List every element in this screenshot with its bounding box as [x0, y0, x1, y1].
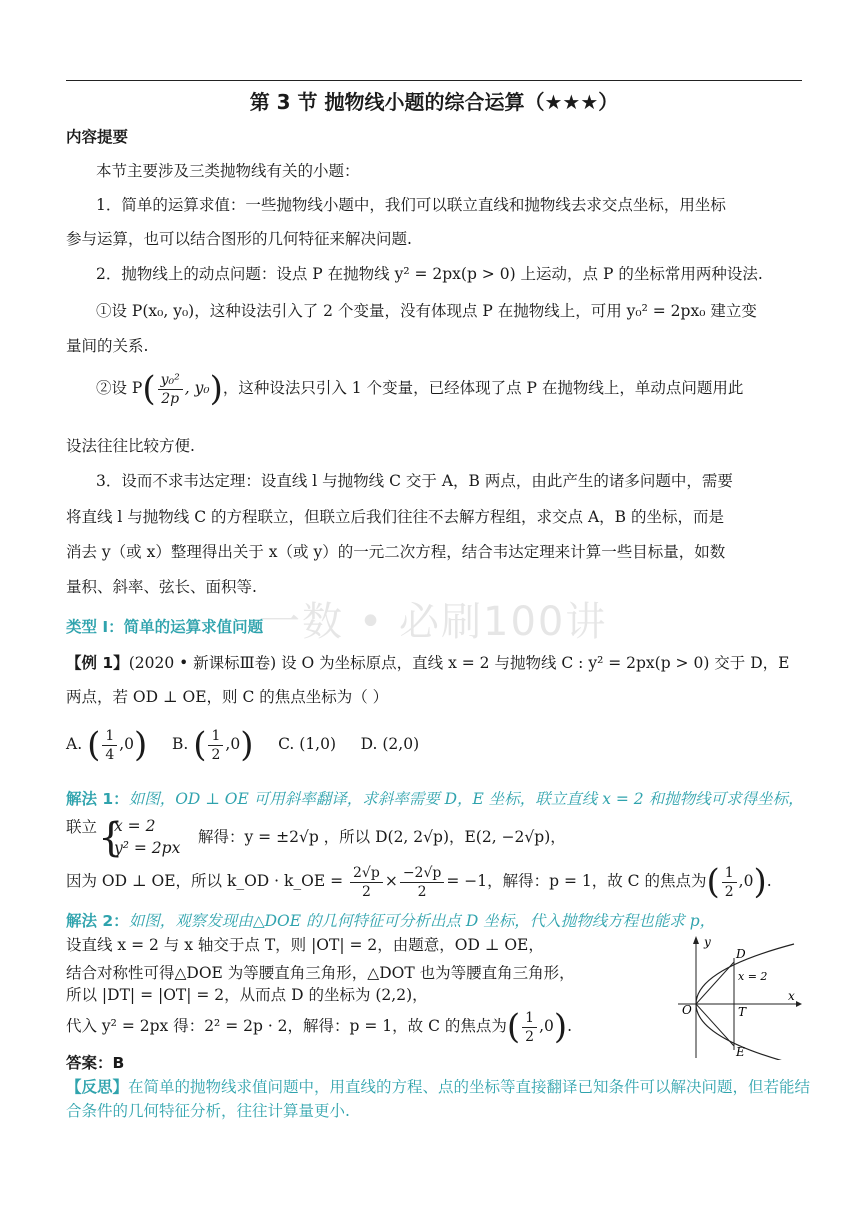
- fig-label-x: x: [788, 989, 795, 1003]
- item2-2-after: , y₀: [184, 379, 210, 397]
- answer: 答案：B: [66, 1054, 125, 1072]
- summary-item2-2: ②设 P( $\frac{\text{y₀²}}{2p}$ , y₀)，这种设法只引入 1 个变量，已经体现了点 P 在抛物线上，单动点问题用此: [96, 369, 744, 409]
- summary-intro: 本节主要涉及三类抛物线有关的小题：: [96, 162, 360, 180]
- reflection-line2: 合条件的几何特征分析，往往计算量更小.: [66, 1102, 350, 1120]
- summary-item3-b: 将直线 l 与抛物线 C 的方程联立，但联立后我们往往不去解方程组，求交点 A，B 的坐标，而是: [66, 508, 724, 526]
- summary-item2-1b: 量间的关系.: [66, 337, 149, 355]
- option-b[interactable]: B. ( $\frac{1}{2}$ ,0): [171, 725, 254, 765]
- fig-label-o: O: [682, 1003, 692, 1017]
- item2-2-fraction: $\frac{\text{y₀²}}{2p}$: [158, 371, 183, 408]
- fig-label-e: E: [736, 1045, 745, 1059]
- summary-item2-2b: 设法往往比较方便.: [66, 437, 195, 455]
- option-d[interactable]: D. (2,0): [360, 735, 420, 753]
- parabola-figure: [676, 932, 806, 1060]
- solution2-label: 解法 2：: [66, 912, 129, 930]
- summary-item3-c: 消去 y（或 x）整理得出关于 x（或 y）的一元二次方程，结合韦达定理来计算一些目标量，如数: [66, 543, 726, 561]
- page-title: 第 3 节 抛物线小题的综合运算（★★★）: [249, 90, 619, 114]
- summary-heading: 内容提要: [66, 128, 129, 146]
- reflection-label: 【反思】: [66, 1078, 129, 1096]
- solution1-label: 解法 1：: [66, 790, 129, 808]
- solution1-hint-line: 解法 1：如图，OD ⊥ OE 可用斜率翻译，求斜率需要 D，E 坐标，联立直线 x = 2 和抛物线可求得坐标，: [66, 790, 804, 808]
- summary-item3-a: 3．设而不求韦达定理：设直线 l 与抛物线 C 交于 A，B 两点，由此产生的诸多问题中，需要: [96, 472, 733, 490]
- segment-oe: [696, 1004, 734, 1046]
- option-a[interactable]: A. ( $\frac{1}{4}$ ,0): [66, 725, 148, 765]
- fig-label-y: y: [704, 935, 711, 949]
- summary-item3-d: 量积、斜率、弦长、面积等.: [66, 578, 257, 596]
- item2-2-text: ，这种设法只引入 1 个变量，已经体现了点 P 在抛物线上，单动点问题用此: [222, 379, 744, 397]
- solution2-line3: 所以 |DT| = |OT| = 2，从而点 D 的坐标为 (2,2)，: [66, 986, 428, 1004]
- summary-item2-1a: ①设 P(x₀, y₀)，这种设法引入了 2 个变量，没有体现点 P 在抛物线上，可用 y₀² = 2px₀ 建立变: [96, 302, 757, 320]
- solution2-line2: 结合对称性可得△DOE 为等腰直角三角形，△DOT 也为等腰直角三角形，: [66, 964, 575, 982]
- header-rule: [66, 80, 802, 81]
- solution1-system: 联立 { x = 2 y² = 2px 解得：y = ±2√p ，所以 D(2, 2√p)，E(2, −2√p)，: [66, 815, 566, 861]
- y-axis-arrow: [693, 936, 699, 944]
- solution2-line1: 设直线 x = 2 与 x 轴交于点 T，则 |OT| = 2，由题意，OD ⊥ OE，: [66, 936, 544, 954]
- example-line1: 【例 1】(2020 • 新课标Ⅲ卷) 设 O 为坐标原点，直线 x = 2 与抛物线 C : y² = 2px(p > 0) 交于 D，E: [66, 654, 790, 672]
- summary-item1-a: 1．简单的运算求值：一些抛物线小题中，我们可以联立直线和抛物线去求交点坐标，用坐标: [96, 196, 726, 214]
- solution1-line3: 因为 OD ⊥ OE，所以 k_OD · k_OE = $\frac{2√p}{2}$ × $\frac{-2√p}{2}$ = −1，解得：p = 1，故 C 的焦点为( $\frac{1}{2}$ ,0).: [66, 862, 772, 902]
- example-options: [66, 724, 802, 765]
- summary-item2: 2．抛物线上的动点问题：设点 P 在抛物线 y² = 2px(p > 0) 上运动，点 P 的坐标常用两种设法.: [96, 265, 763, 283]
- example-label: 【例 1】: [66, 654, 129, 672]
- fig-label-line: x = 2: [738, 970, 768, 983]
- solution2-hint-line: 解法 2：如图，观察发现由△DOE 的几何特征可分析出点 D 坐标，代入抛物线方程也能求 p，: [66, 912, 716, 930]
- fig-label-t: T: [738, 1005, 747, 1019]
- solution2-line4: 代入 y² = 2px 得：2² = 2p · 2，解得：p = 1，故 C 的焦点为( $\frac{1}{2}$ ,0).: [66, 1007, 573, 1047]
- x-axis-arrow: [796, 1001, 802, 1007]
- fig-label-d: D: [736, 947, 746, 961]
- parabola-curve: [696, 944, 794, 1060]
- segment-od: [696, 962, 734, 1004]
- option-c[interactable]: C. (1,0): [278, 735, 337, 753]
- item2-2-prefix: ②设 P: [96, 379, 143, 397]
- summary-item1-b: 参与运算，也可以结合图形的几何特征来解决问题.: [66, 230, 412, 248]
- example-line2: 两点，若 OD ⊥ OE，则 C 的焦点坐标为（ ）: [66, 688, 389, 706]
- section-heading: 类型 I：简单的运算求值问题: [66, 618, 264, 636]
- watermark: 一数 • 必刷100讲: [260, 599, 608, 645]
- reflection-line1: 【反思】在简单的抛物线求值问题中，用直线的方程、点的坐标等直接翻译已知条件可以解决问题，但若能结: [66, 1078, 811, 1096]
